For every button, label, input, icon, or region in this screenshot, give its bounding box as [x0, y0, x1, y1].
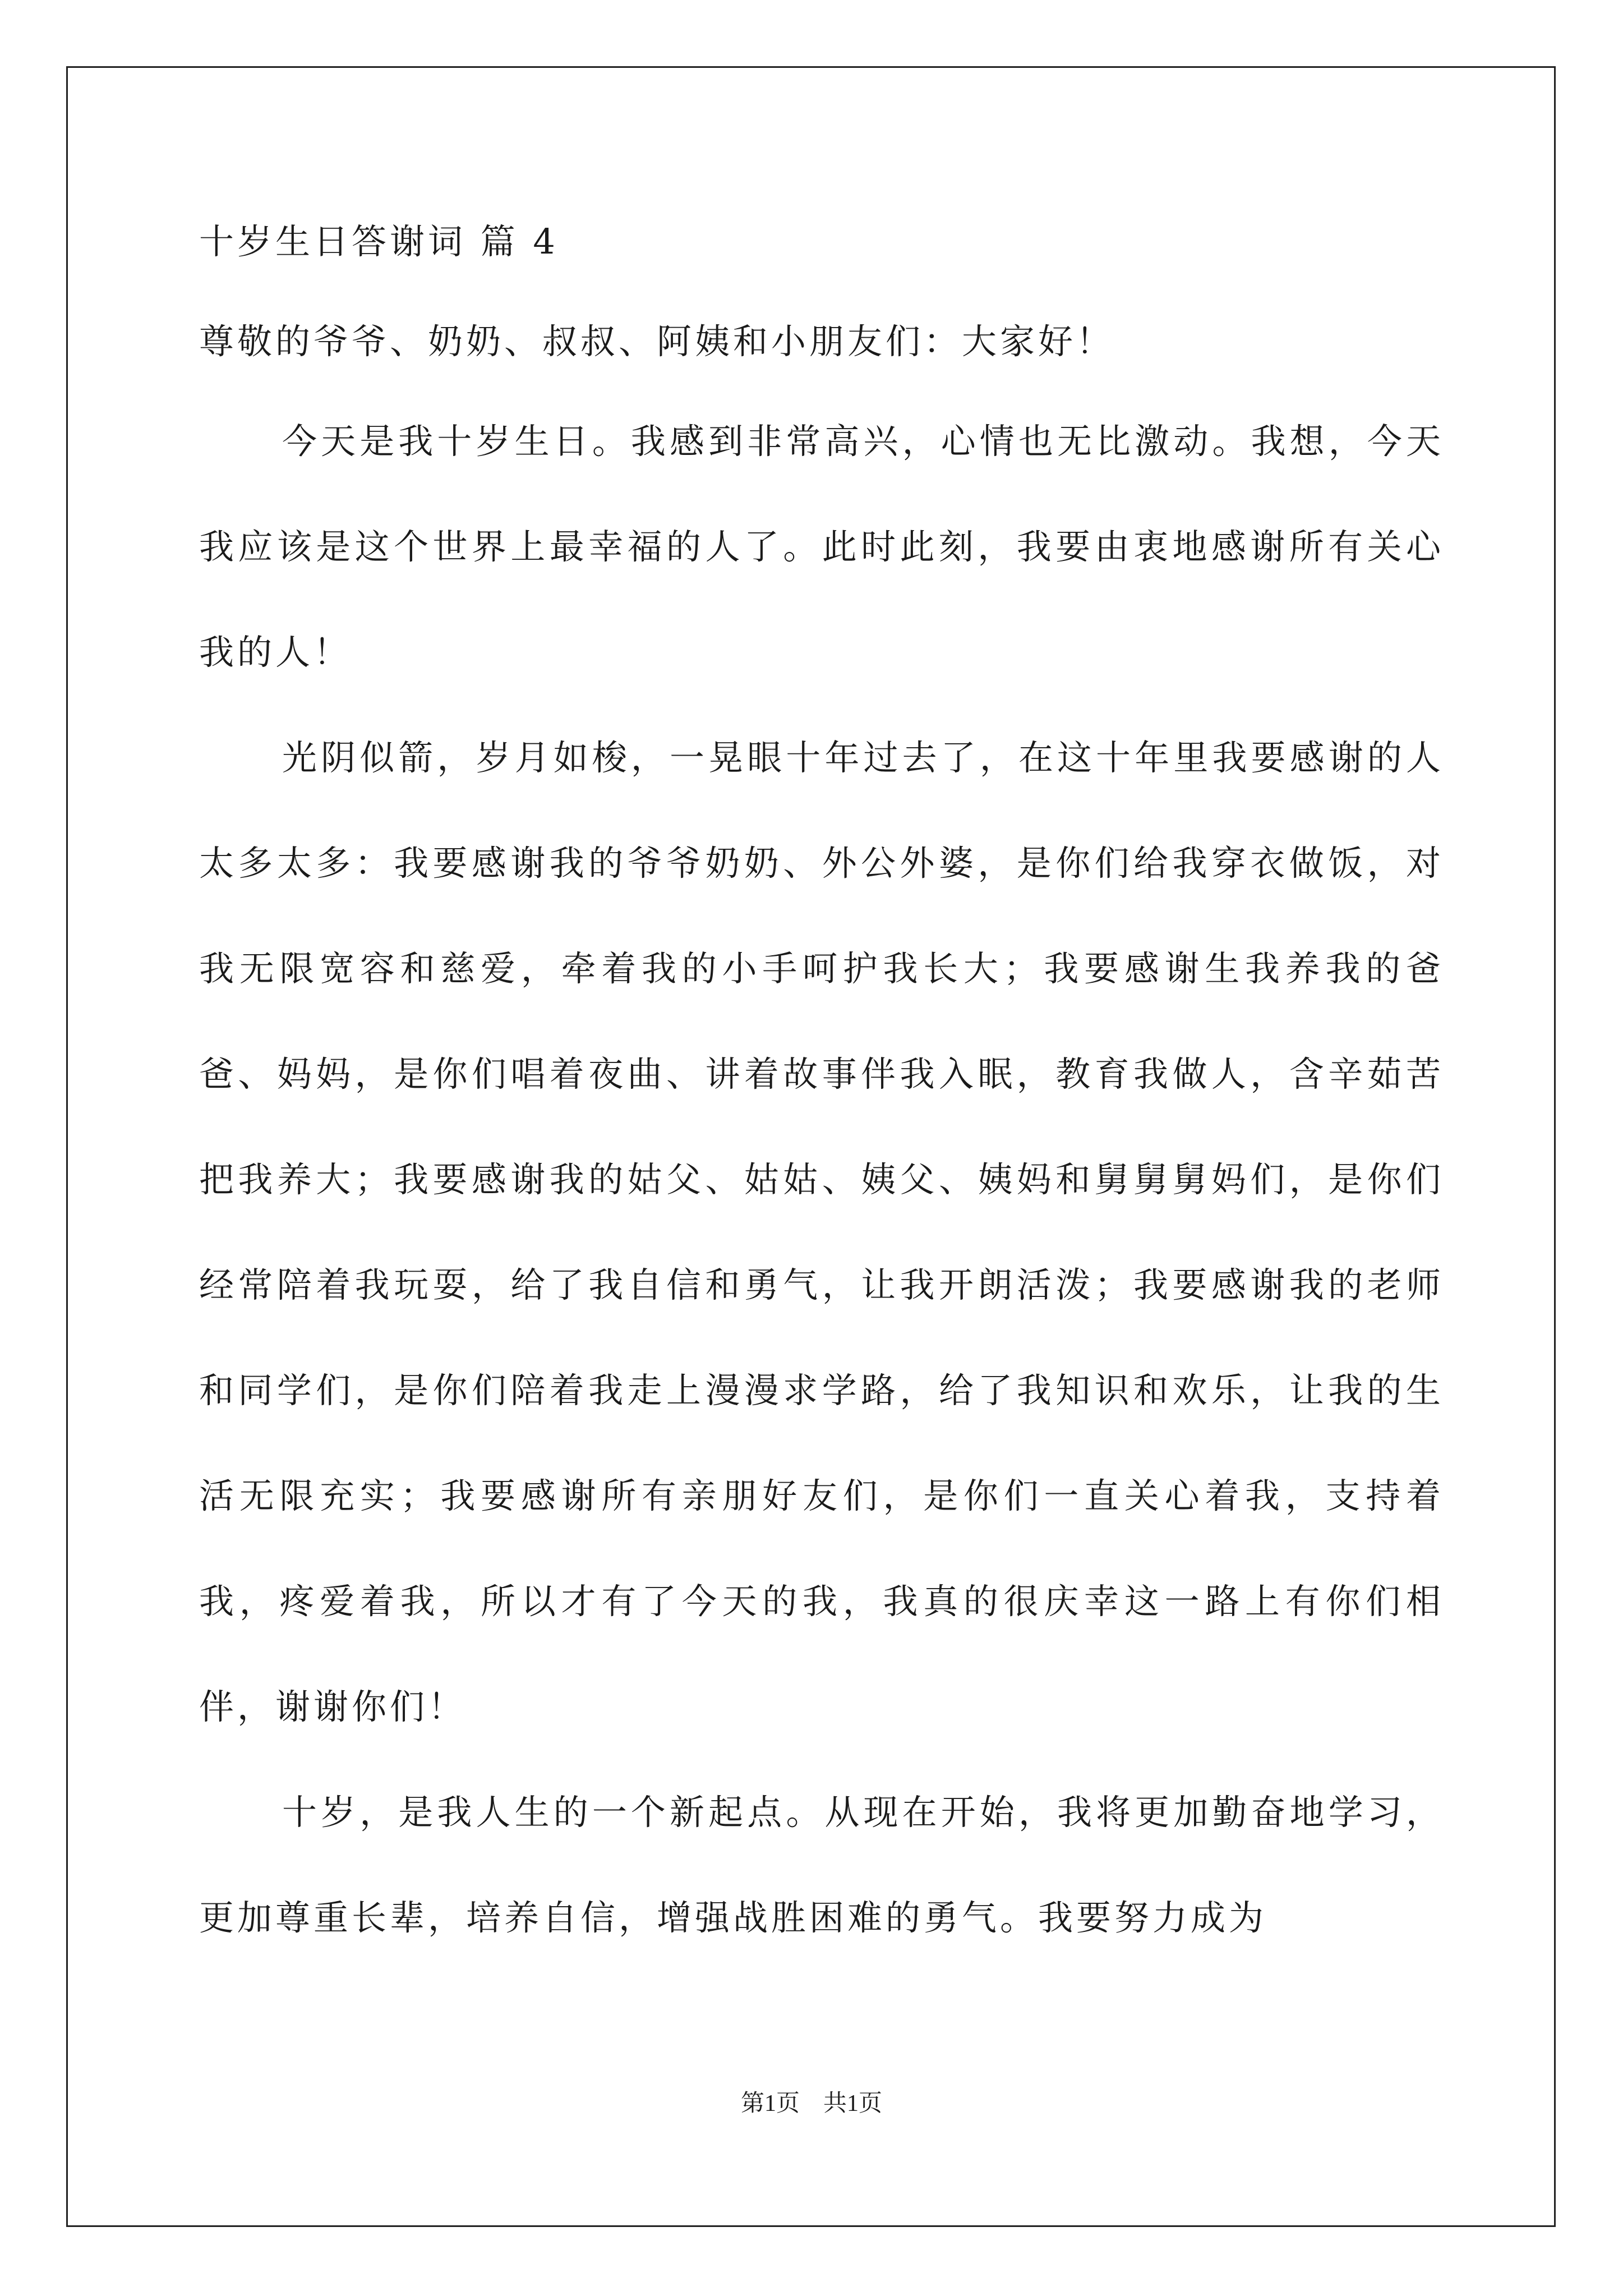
salutation: 尊敬的爷爷、奶奶、叔叔、阿姨和小朋友们：大家好！ [199, 321, 1115, 362]
document-title: 十岁生日答谢词 篇 4 [199, 221, 559, 262]
document-body [199, 222, 1444, 1971]
page-number: 第1页 共1页 [740, 2091, 882, 2116]
paragraph: 今天是我十岁生日。我感到非常高兴，心情也无比激动。我想，今天我应该是这个世界上最幸福的人了。此时此刻，我要由衷地感谢所有关心我的人！ [199, 421, 1444, 673]
paragraph: 十岁，是我人生的一个新起点。从现在开始，我将更加勤奋地学习，更加尊重长辈，培养自信，增强战胜困难的勇气。我要努力成为 [199, 1792, 1444, 1938]
paragraph: 光阴似箭，岁月如梭，一晃眼十年过去了，在这十年里我要感谢的人太多太多：我要感谢我的爷爷奶奶、外公外婆，是你们给我穿衣做饭，对我无限宽容和慈爱，牵着我的小手呵护我长大；我要感谢生我养我的爸爸、妈妈，是你们唱着夜曲、讲着故事伴我入眠，教育我做人，含辛茹苦把我养大；我要感谢我的姑父、姑姑、姨父、姨妈和舅舅舅妈们，是你们经常陪着我玩耍，给了我自信和勇气，让我开朗活泼；我要感谢我的老师和同学们，是你们陪着我走上漫漫求学路，给了我知识和欢乐，让我的生活无限充实；我要感谢所有亲朋好友们，是你们一直关心着我，支持着我，疼爱着我，所以才有了今天的我，我真的很庆幸这一路上有你们相伴，谢谢你们！ [199, 737, 1444, 1727]
